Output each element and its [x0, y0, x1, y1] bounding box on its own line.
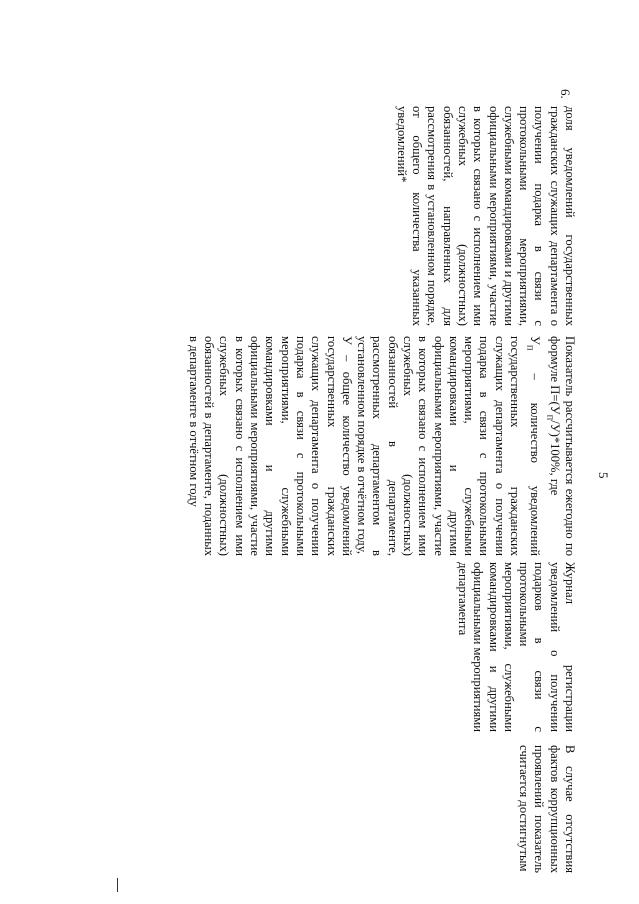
page-number: 5 [596, 472, 611, 479]
calculation-up-definition [354, 336, 542, 556]
formula-intro: Показатель рассчитывается ежегодно по формуле П=(У [547, 336, 577, 556]
calculation-cell [186, 336, 577, 556]
indicator-text: доля уведомлений государственных гражданских служащих департамента о получении подарка в связи с протокольными мероприятиями, служебными командировками и другими официальными мероприятиями, участие в которых связано с исполнением ими служебных (должностных) обязанностей, направленных для рассмотрения в установленном порядке, от общего количества указанных уведомлений* [394, 106, 577, 326]
source-text: Журнал регистрации уведомлений о получении подарков в связи с протокольными мероприятиями, служебными командировками и другими официальными мероприятиями департамента [455, 562, 577, 732]
note-text: В случае отсутствия фактов коррупционных проявлений показатель считается достигнутым [517, 745, 577, 873]
up-subscript: п [524, 344, 536, 351]
source-cell [455, 562, 577, 732]
up-description: – количество уведомлений государственных гражданских служащих департамента о получении подарка в связи с протокольными мероприятиями, служебными командировками и другими официальными мероприятиями, участие в которых связано с исполнением ими служебных (должностных) обязанностей в департаменте, рассмотренных департаментом в установленном порядке в отчётном году, [355, 336, 542, 556]
edge-mark [117, 878, 118, 892]
calculation-u-definition: У – общее количество уведомлений государственных гражданских служащих департамента о получении подарка в связи с протокольными мероприятиями, служебными командировками и другими официальными мероприятиями, участие в которых связано с исполнением ими служебных (должностных) обязанностей в департаменте, поданных в департаменте в отчётном году [186, 336, 354, 556]
indicator-cell [393, 106, 577, 326]
calculation-formula [542, 336, 577, 556]
row-number: 6. [558, 89, 573, 99]
up-symbol: У [527, 336, 542, 345]
formula-subscript: п [544, 414, 556, 421]
note-cell [516, 745, 577, 873]
formula-rest: /У)*100%, где [547, 420, 562, 496]
